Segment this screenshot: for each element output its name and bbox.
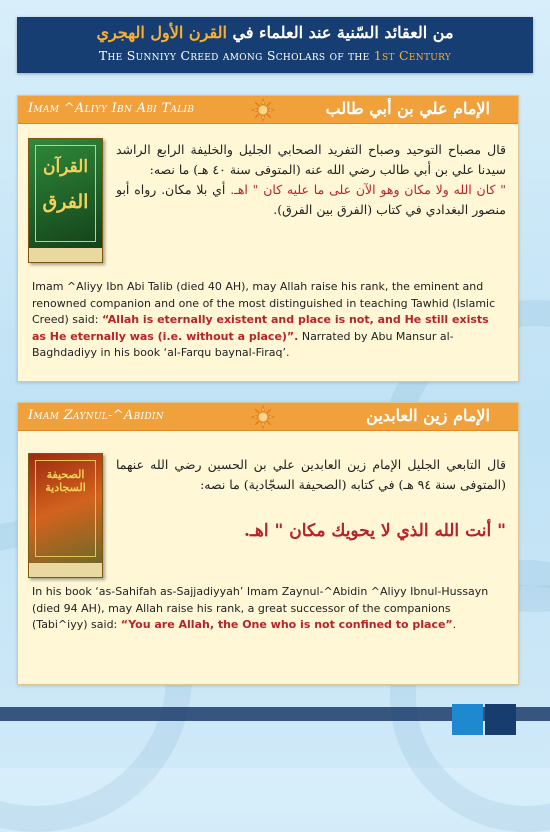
header-title-english-text: The Sunniyy Creed among Scholars of the [98,48,374,63]
book-cover-sahifah [28,453,103,578]
header-title-english-highlight: 1st Century [373,48,452,63]
header-title-arabic [17,23,533,42]
card-title-english: Imam Zaynul-^Abidin [28,408,164,423]
arabic-quote-block [116,521,506,541]
footer-square-light [452,704,483,735]
book-title-line1: الصحيفة السجادية [45,468,86,494]
english-source: . [452,618,457,631]
header-title-arabic-highlight: القرن الأول الهجري [96,23,227,42]
footer-square-dark [485,704,516,735]
english-quote: “You are Allah, the One who is not confined to place” [120,618,453,631]
card-title-english: Imam ^Aliyy Ibn Abi Talib [28,101,195,116]
english-source: Narrated by Abu Mansur al-Baghdadiyy in his book ‘al-Farqu baynal-Firaq’. [32,329,454,359]
english-text-block [32,584,504,634]
card-imam-zaynul-abidin [17,402,519,685]
english-text-block [32,279,504,362]
header-title-english [17,48,533,63]
arabic-narration-tail: أي بلا مكان. رواه أبو منصور البغدادي في كتاب (الفرق بين الفرق). [116,182,506,217]
arabic-narration: قال مصباح التوحيد وصباح التفريد الصحابي الجليل والخليفة الرابع الراشد سيدنا علي بن أبي طالب رضي الله عنه (المتوفى سنة ٤٠ هـ) ما نصه: [116,142,506,177]
arabic-text-block [116,455,506,495]
card-imam-aliyy [17,95,519,382]
book-title-line2: الفرق [42,191,89,213]
arabic-quote: " أنت الله الذي لا يحويك مكان " اهـ. [244,521,506,541]
sun-emblem-icon [251,405,275,429]
page-header [17,17,533,73]
english-narration: In his book ‘as-Sahifah as-Sajjadiyyah’ Imam Zaynul-^Abidin ^Aliyy Ibnul-Hussayn (died 94 AH), may Allah raise his rank, a great successor of the companions (Tabi^iyy) said: [32,585,489,631]
sun-emblem-icon [251,98,275,122]
card-title-arabic: الإمام زين العابدين [366,406,490,425]
book-cover-al-farq [28,138,103,263]
book-spine-strip [29,248,102,262]
book-title-line1: القرآن [42,157,89,177]
header-title-arabic-text: من العقائد السّنية عند العلماء في [226,23,454,42]
book-spine-strip [29,563,102,577]
english-narration: Imam ^Aliyy Ibn Abi Talib (died 40 AH), may Allah raise his rank, the eminent and renowned companion and one of the most distinguished in teaching Tawhid (Islamic Creed) said: [32,280,496,326]
arabic-quote: " كان الله ولا مكان وهو الآن على ما عليه كان " اهـ. [230,182,506,197]
card-title-arabic: الإمام علي بن أبي طالب [325,99,490,118]
arabic-text-block [116,140,506,220]
english-quote: “Allah is eternally existent and place is not, and He still exists as He eternally was (i.e. without a place)”. [32,313,489,343]
card-header [18,403,518,431]
arabic-narration: قال التابعي الجليل الإمام زين العابدين علي بن الحسين رضي الله عنهما (المتوفى سنة ٩٤ هـ) في كتابه (الصحيفة السجّادية) ما نصه: [116,457,506,492]
card-header [18,96,518,124]
